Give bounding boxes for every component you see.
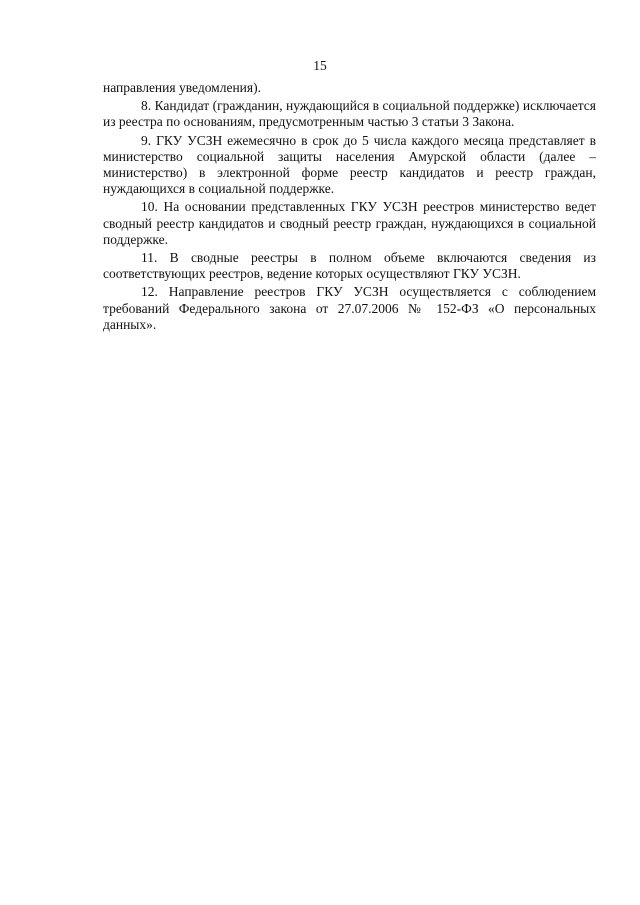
paragraph-item-11: 11. В сводные реестры в полном объеме включаются сведения из соответствующих реестров, ведение которых осуществляют ГКУ УСЗН. [103,250,596,282]
document-body [103,80,596,333]
paragraph-item-9: 9. ГКУ УСЗН ежемесячно в срок до 5 числа каждого месяца представляет в министерство социальной защиты населения Амурской области (далее – министерство) в электронной форме реестр кандидатов и реестр граждан, нуждающихся в социальной поддержке. [103,132,596,197]
paragraph-continuation: направления уведомления). [103,80,261,95]
paragraph-item-12: 12. Направление реестров ГКУ УСЗН осуществляется с соблюдением требований Федерального закона от 27.07.2006 № 152-ФЗ «О персональных данных». [103,284,596,332]
page-number: 15 [313,58,327,73]
paragraph-item-10: 10. На основании представленных ГКУ УСЗН реестров министерство ведет сводный реестр кандидатов и сводный реестр граждан, нуждающихся в социальной поддержке. [103,199,596,247]
paragraph-item-8: 8. Кандидат (гражданин, нуждающийся в социальной поддержке) исключается из реестра по основаниям, предусмотренным частью 3 статьи 3 Закона. [103,98,596,130]
